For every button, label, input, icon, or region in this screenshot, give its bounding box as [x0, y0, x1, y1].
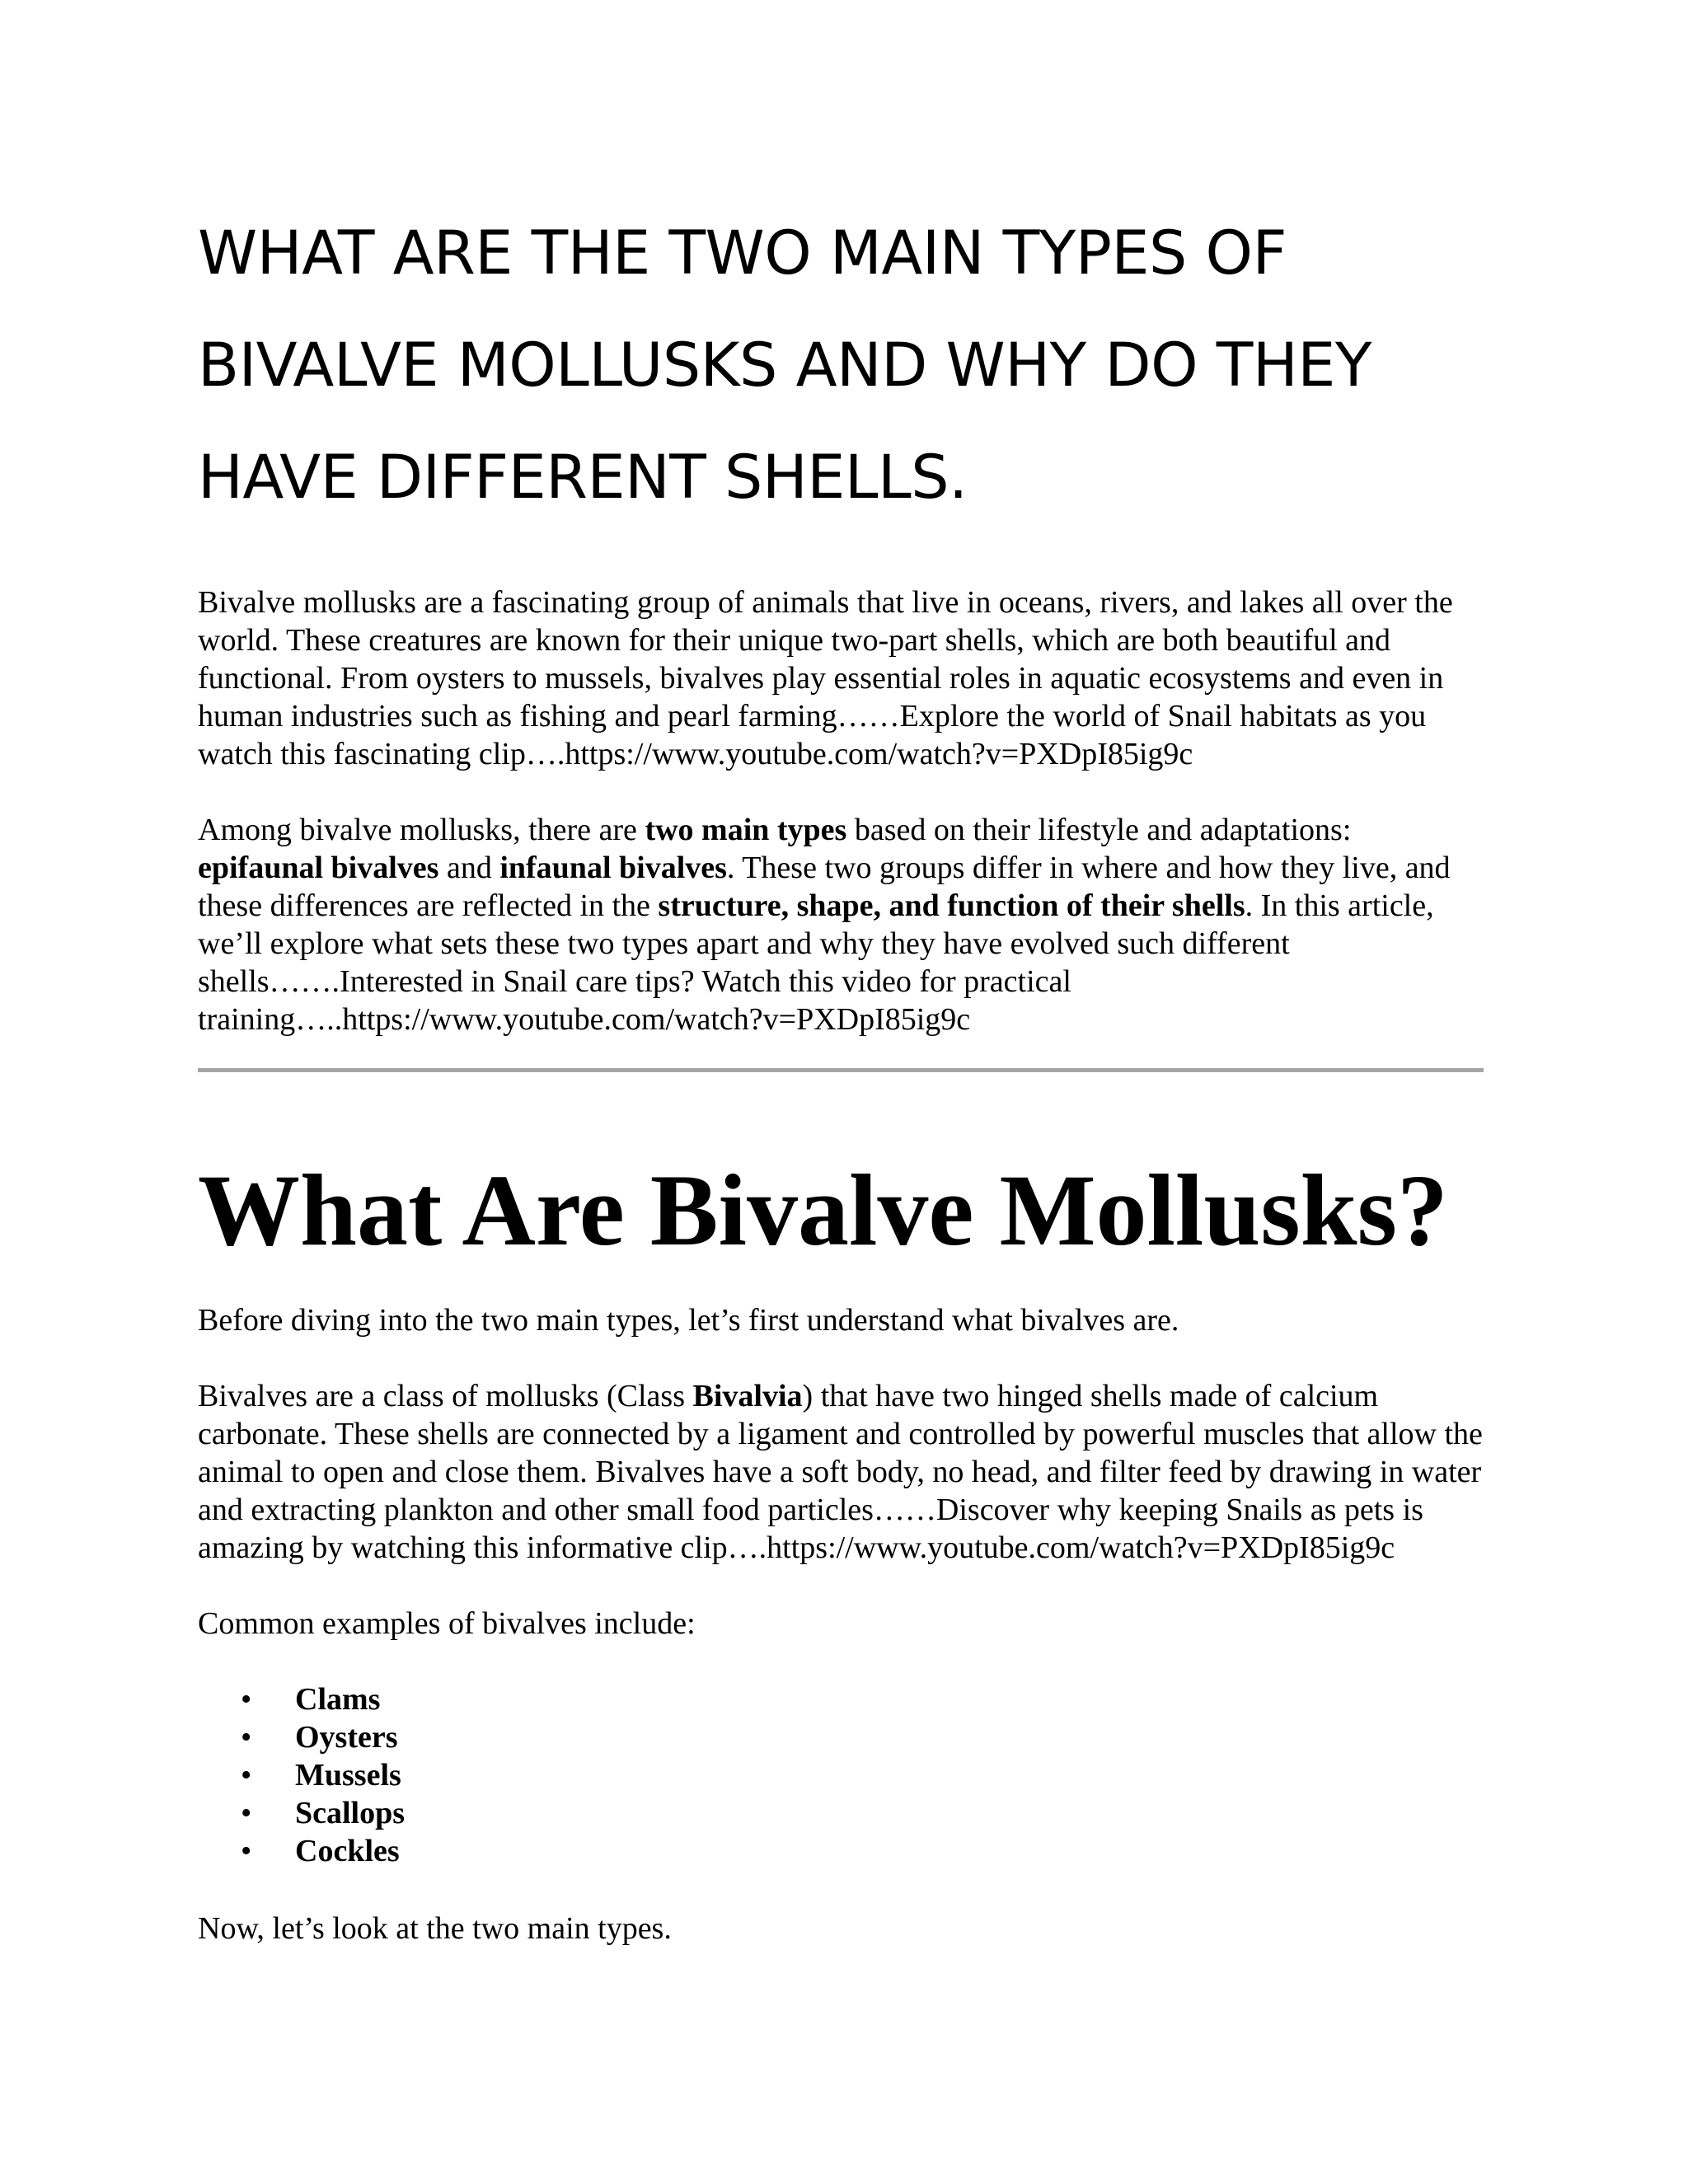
- document-title: [198, 198, 1484, 534]
- list-item: [198, 1718, 1484, 1756]
- intro-paragraph: Bivalve mollusks are a fascinating group of animals that live in oceans, rivers, and lakes all over the world. These creatures are known for their unique two-part shells, which are both beautiful and functional. From oysters to mussels, bivalves play essential roles in aquatic ecosystems and even in human industries such as fishing and pearl farming……Explore the world of Snail habitats as you watch this fascinating clip….https://www.youtube.com/watch?v=PXDpI85ig9c: [198, 585, 1453, 771]
- list-item: [198, 1680, 1484, 1718]
- list-item-label: Cockles: [295, 1834, 400, 1868]
- horizontal-divider: [198, 1068, 1484, 1072]
- closing-paragraph: Now, let’s look at the two main types.: [198, 1911, 672, 1946]
- definition-text-1: Bivalves are a class of mollusks (Class: [198, 1379, 693, 1413]
- list-item: [198, 1756, 1484, 1794]
- list-item-label: Mussels: [295, 1758, 401, 1793]
- examples-intro: Common examples of bivalves include:: [198, 1606, 696, 1641]
- definition-text-2: ) that have two hinged shells made of calcium carbonate. These shells are connected by a ligament and controlled by powerful muscles that allow the animal to open and close them. Bivalves have a soft body, no head, and filter feed by drawing in water and extracting plankton and other small food particles……Discover why keeping Snails as pets is amazing by watching this informative clip….https://www.youtube.com/watch?v=PXDpI85ig9c: [198, 1379, 1483, 1565]
- title-line-3: HAVE DIFFERENT SHELLS.: [198, 443, 968, 513]
- examples-list: [198, 1680, 1484, 1870]
- section-intro: Before diving into the two main types, let’s first understand what bivalves are.: [198, 1303, 1179, 1338]
- bullet-icon: •: [241, 1834, 252, 1868]
- bullet-icon: •: [241, 1720, 252, 1755]
- types-text-4: . These two groups differ in where and how they live, and these differences are reflected in the: [198, 851, 1451, 923]
- types-bold-infaunal: infaunal bivalves: [499, 851, 727, 885]
- bullet-icon: •: [241, 1796, 252, 1830]
- types-text-2: based on their lifestyle and adaptations:: [846, 813, 1352, 847]
- title-line-2: BIVALVE MOLLUSKS AND WHY DO THEY: [198, 330, 1372, 401]
- bullet-icon: •: [241, 1758, 252, 1793]
- list-item-label: Scallops: [295, 1796, 406, 1830]
- types-text-5: . In this article, we’ll explore what sets these two types apart and why they have evolved such different shells…….Interested in Snail care tips? Watch this video for practical training…..https://www.youtube.com/watch?v=PXDpI85ig9c: [198, 888, 1434, 1037]
- types-text-3: and: [438, 851, 500, 885]
- types-bold-structure: structure, shape, and function of their shells: [658, 888, 1245, 923]
- bullet-icon: •: [241, 1682, 252, 1717]
- list-item: [198, 1794, 1484, 1832]
- definition-bold-bivalvia: Bivalvia: [692, 1379, 803, 1413]
- title-line-1: WHAT ARE THE TWO MAIN TYPES OF: [198, 218, 1287, 288]
- document-page: [198, 198, 1484, 1947]
- types-bold-epifaunal: epifaunal bivalves: [198, 851, 439, 885]
- types-bold-two-main-types: two main types: [645, 813, 847, 847]
- types-text-1: Among bivalve mollusks, there are: [198, 813, 645, 847]
- list-item-label: Oysters: [295, 1720, 398, 1755]
- list-item-label: Clams: [295, 1682, 381, 1717]
- definition-paragraph: [198, 1377, 1484, 1567]
- list-item: [198, 1832, 1484, 1870]
- section-heading: What Are Bivalve Mollusks?: [198, 1154, 1448, 1267]
- types-paragraph: [198, 811, 1484, 1038]
